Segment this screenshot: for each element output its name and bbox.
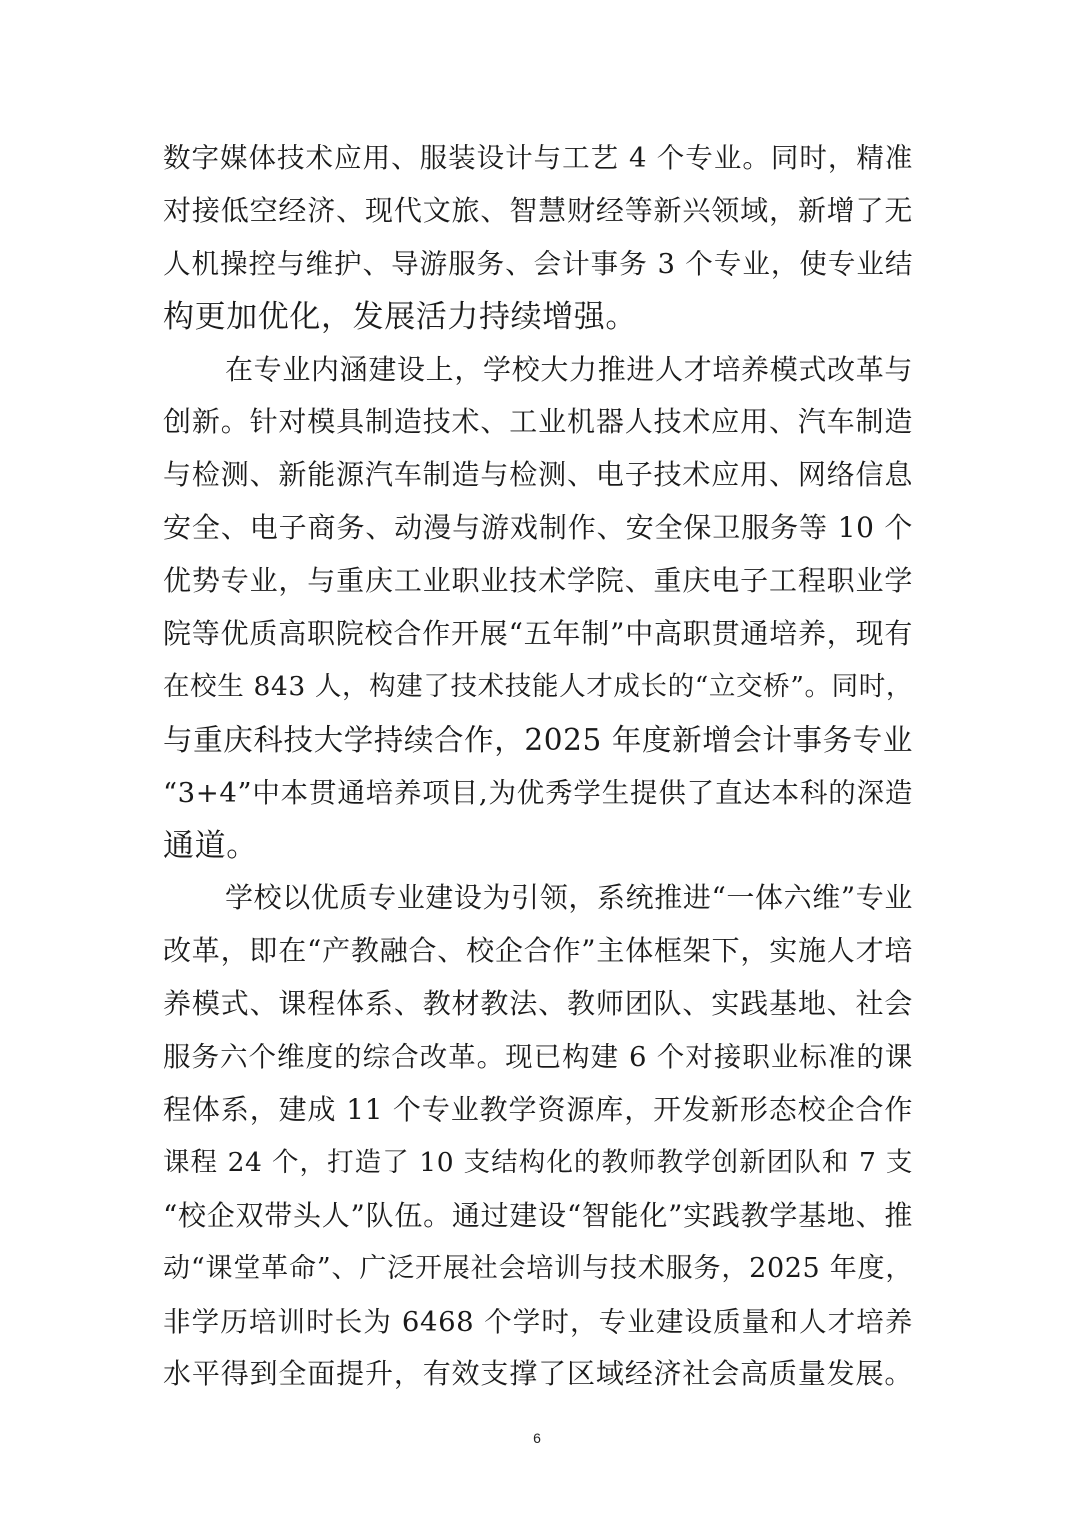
text-line: “3+4”中本贯通培养项目,为优秀学生提供了直达本科的深造: [163, 776, 913, 809]
text-line: 课程 24 个，打造了 10 支结构化的教师教学创新团队和 7 支: [163, 1146, 913, 1178]
text-line: 数字媒体技术应用、服装设计与工艺 4 个专业。同时，精准: [163, 142, 913, 174]
text-line: 服务六个维度的综合改革。现已构建 6 个对接职业标准的课: [163, 1041, 913, 1074]
body-text: [163, 132, 913, 1401]
text-line: “校企双带头人”队伍。通过建设“智能化”实践教学基地、推: [163, 1198, 913, 1232]
text-line: 构更加优化，发展活力持续增强。: [163, 298, 637, 335]
text-line: 动“课堂革命”、广泛开展社会培训与技术服务，2025 年度，: [163, 1252, 913, 1284]
text-line: 改革，即在“产教融合、校企合作”主体框架下，实施人才培: [163, 934, 913, 968]
text-line: 安全、电子商务、动漫与游戏制作、安全保卫服务等 10 个: [163, 511, 913, 545]
text-line: 优势专业，与重庆工业职业技术学院、重庆电子工程职业学: [163, 564, 913, 598]
text-line: 非学历培训时长为 6468 个学时，专业建设质量和人才培养: [163, 1305, 913, 1338]
text-line: 养模式、课程体系、教材教法、教师团队、实践基地、社会: [163, 987, 913, 1021]
text-line: 通道。: [163, 827, 258, 864]
page-number: 6: [533, 1430, 541, 1446]
text-line: 程体系，建成 11 个专业教学资源库，开发新形态校企合作: [163, 1093, 913, 1127]
text-line: 创新。针对模具制造技术、工业机器人技术应用、汽车制造: [163, 405, 913, 439]
text-line: 与重庆科技大学持续合作，2025 年度新增会计事务专业: [163, 722, 913, 757]
text-line: 在校生 843 人，构建了技术技能人才成长的“立交桥”。同时，: [163, 670, 913, 702]
text-line: 在专业内涵建设上，学校大力推进人才培养模式改革与: [225, 352, 913, 386]
text-line: 院等优质高职院校合作开展“五年制”中高职贯通培养，现有: [163, 617, 913, 651]
text-line: 与检测、新能源汽车制造与检测、电子技术应用、网络信息: [163, 458, 913, 492]
text-line: 学校以优质专业建设为引领，系统推进“一体六维”专业: [225, 881, 913, 915]
text-line: 人机操控与维护、导游服务、会计事务 3 个专业，使专业结: [163, 247, 913, 280]
text-line: 水平得到全面提升，有效支撑了区域经济社会高质量发展。: [163, 1357, 913, 1391]
text-line: 对接低空经济、现代文旅、智慧财经等新兴领域，新增了无: [163, 193, 913, 227]
